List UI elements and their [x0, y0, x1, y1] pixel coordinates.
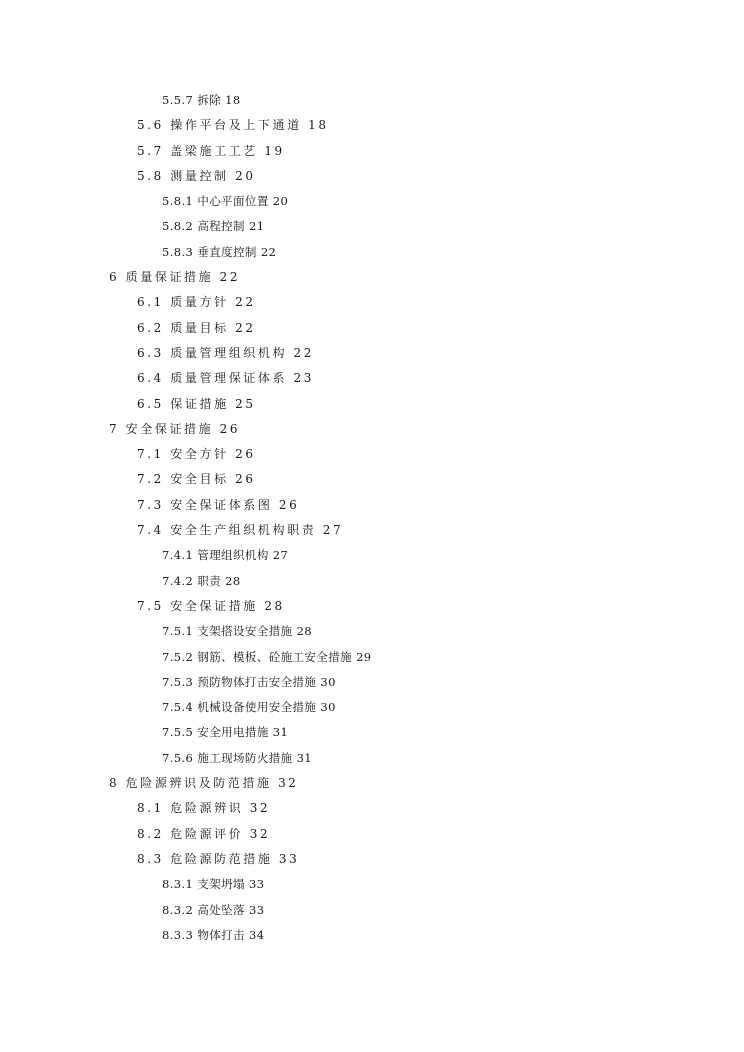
toc-entry: 5.8 测量控制 20 — [137, 168, 256, 183]
toc-entry: 6.1 质量方针 22 — [137, 295, 256, 310]
toc-entry: 6.5 保证措施 25 — [137, 396, 256, 411]
toc-entry: 5.8.3 垂直度控制 22 — [162, 244, 277, 259]
toc-entry: 8.3.2 高处坠落 33 — [162, 902, 265, 917]
toc-entry: 7.1 安全方针 26 — [137, 447, 256, 462]
table-of-contents — [0, 88, 744, 948]
toc-entry: 8.3.3 物体打击 34 — [162, 927, 265, 942]
toc-entry: 7.3 安全保证体系图 26 — [137, 497, 300, 512]
toc-entry: 8.3.1 支架坍塌 33 — [162, 877, 265, 892]
toc-chapter: 6 质量保证措施 22 — [109, 270, 241, 285]
toc-entry: 5.7 盖梁施工工艺 19 — [137, 143, 285, 158]
toc-entry: 8.2 危险源评价 32 — [137, 826, 271, 841]
toc-entry: 7.4 安全生产组织机构职责 27 — [137, 523, 344, 538]
toc-chapter: 7 安全保证措施 26 — [109, 421, 241, 436]
toc-entry: 6.3 质量管理组织机构 22 — [137, 345, 314, 360]
toc-entry: 5.5.7 拆除 18 — [162, 93, 241, 107]
toc-entry: 7.5.6 施工现场防火措施 31 — [162, 750, 313, 765]
toc-entry: 5.8.1 中心平面位置 20 — [162, 194, 289, 209]
toc-chapter: 8 危险源辨识及防范措施 32 — [109, 776, 299, 791]
toc-entry: 7.5.5 安全用电措施 31 — [162, 725, 289, 740]
toc-entry: 7.2 安全目标 26 — [137, 472, 256, 487]
toc-entry: 7.5.2 钢筋、模板、砼施工安全措施 29 — [162, 649, 372, 664]
toc-entry: 6.2 质量目标 22 — [137, 320, 256, 335]
toc-entry: 5.6 操作平台及上下通道 18 — [137, 118, 329, 133]
toc-entry: 7.5 安全保证措施 28 — [137, 598, 285, 613]
toc-entry: 7.5.4 机械设备使用安全措施 30 — [162, 700, 336, 715]
toc-entry: 5.8.2 高程控制 21 — [162, 219, 265, 234]
toc-entry: 7.5.3 预防物体打击安全措施 30 — [162, 674, 336, 689]
toc-entry: 7.4.1 管理组织机构 27 — [162, 548, 289, 563]
toc-entry: 7.5.1 支架搭设安全措施 28 — [162, 624, 313, 639]
toc-entry: 7.4.2 职责 28 — [162, 573, 241, 588]
toc-entry: 8.1 危险源辨识 32 — [137, 801, 271, 816]
toc-entry: 8.3 危险源防范措施 33 — [137, 851, 300, 866]
toc-entry: 6.4 质量管理保证体系 23 — [137, 371, 314, 386]
